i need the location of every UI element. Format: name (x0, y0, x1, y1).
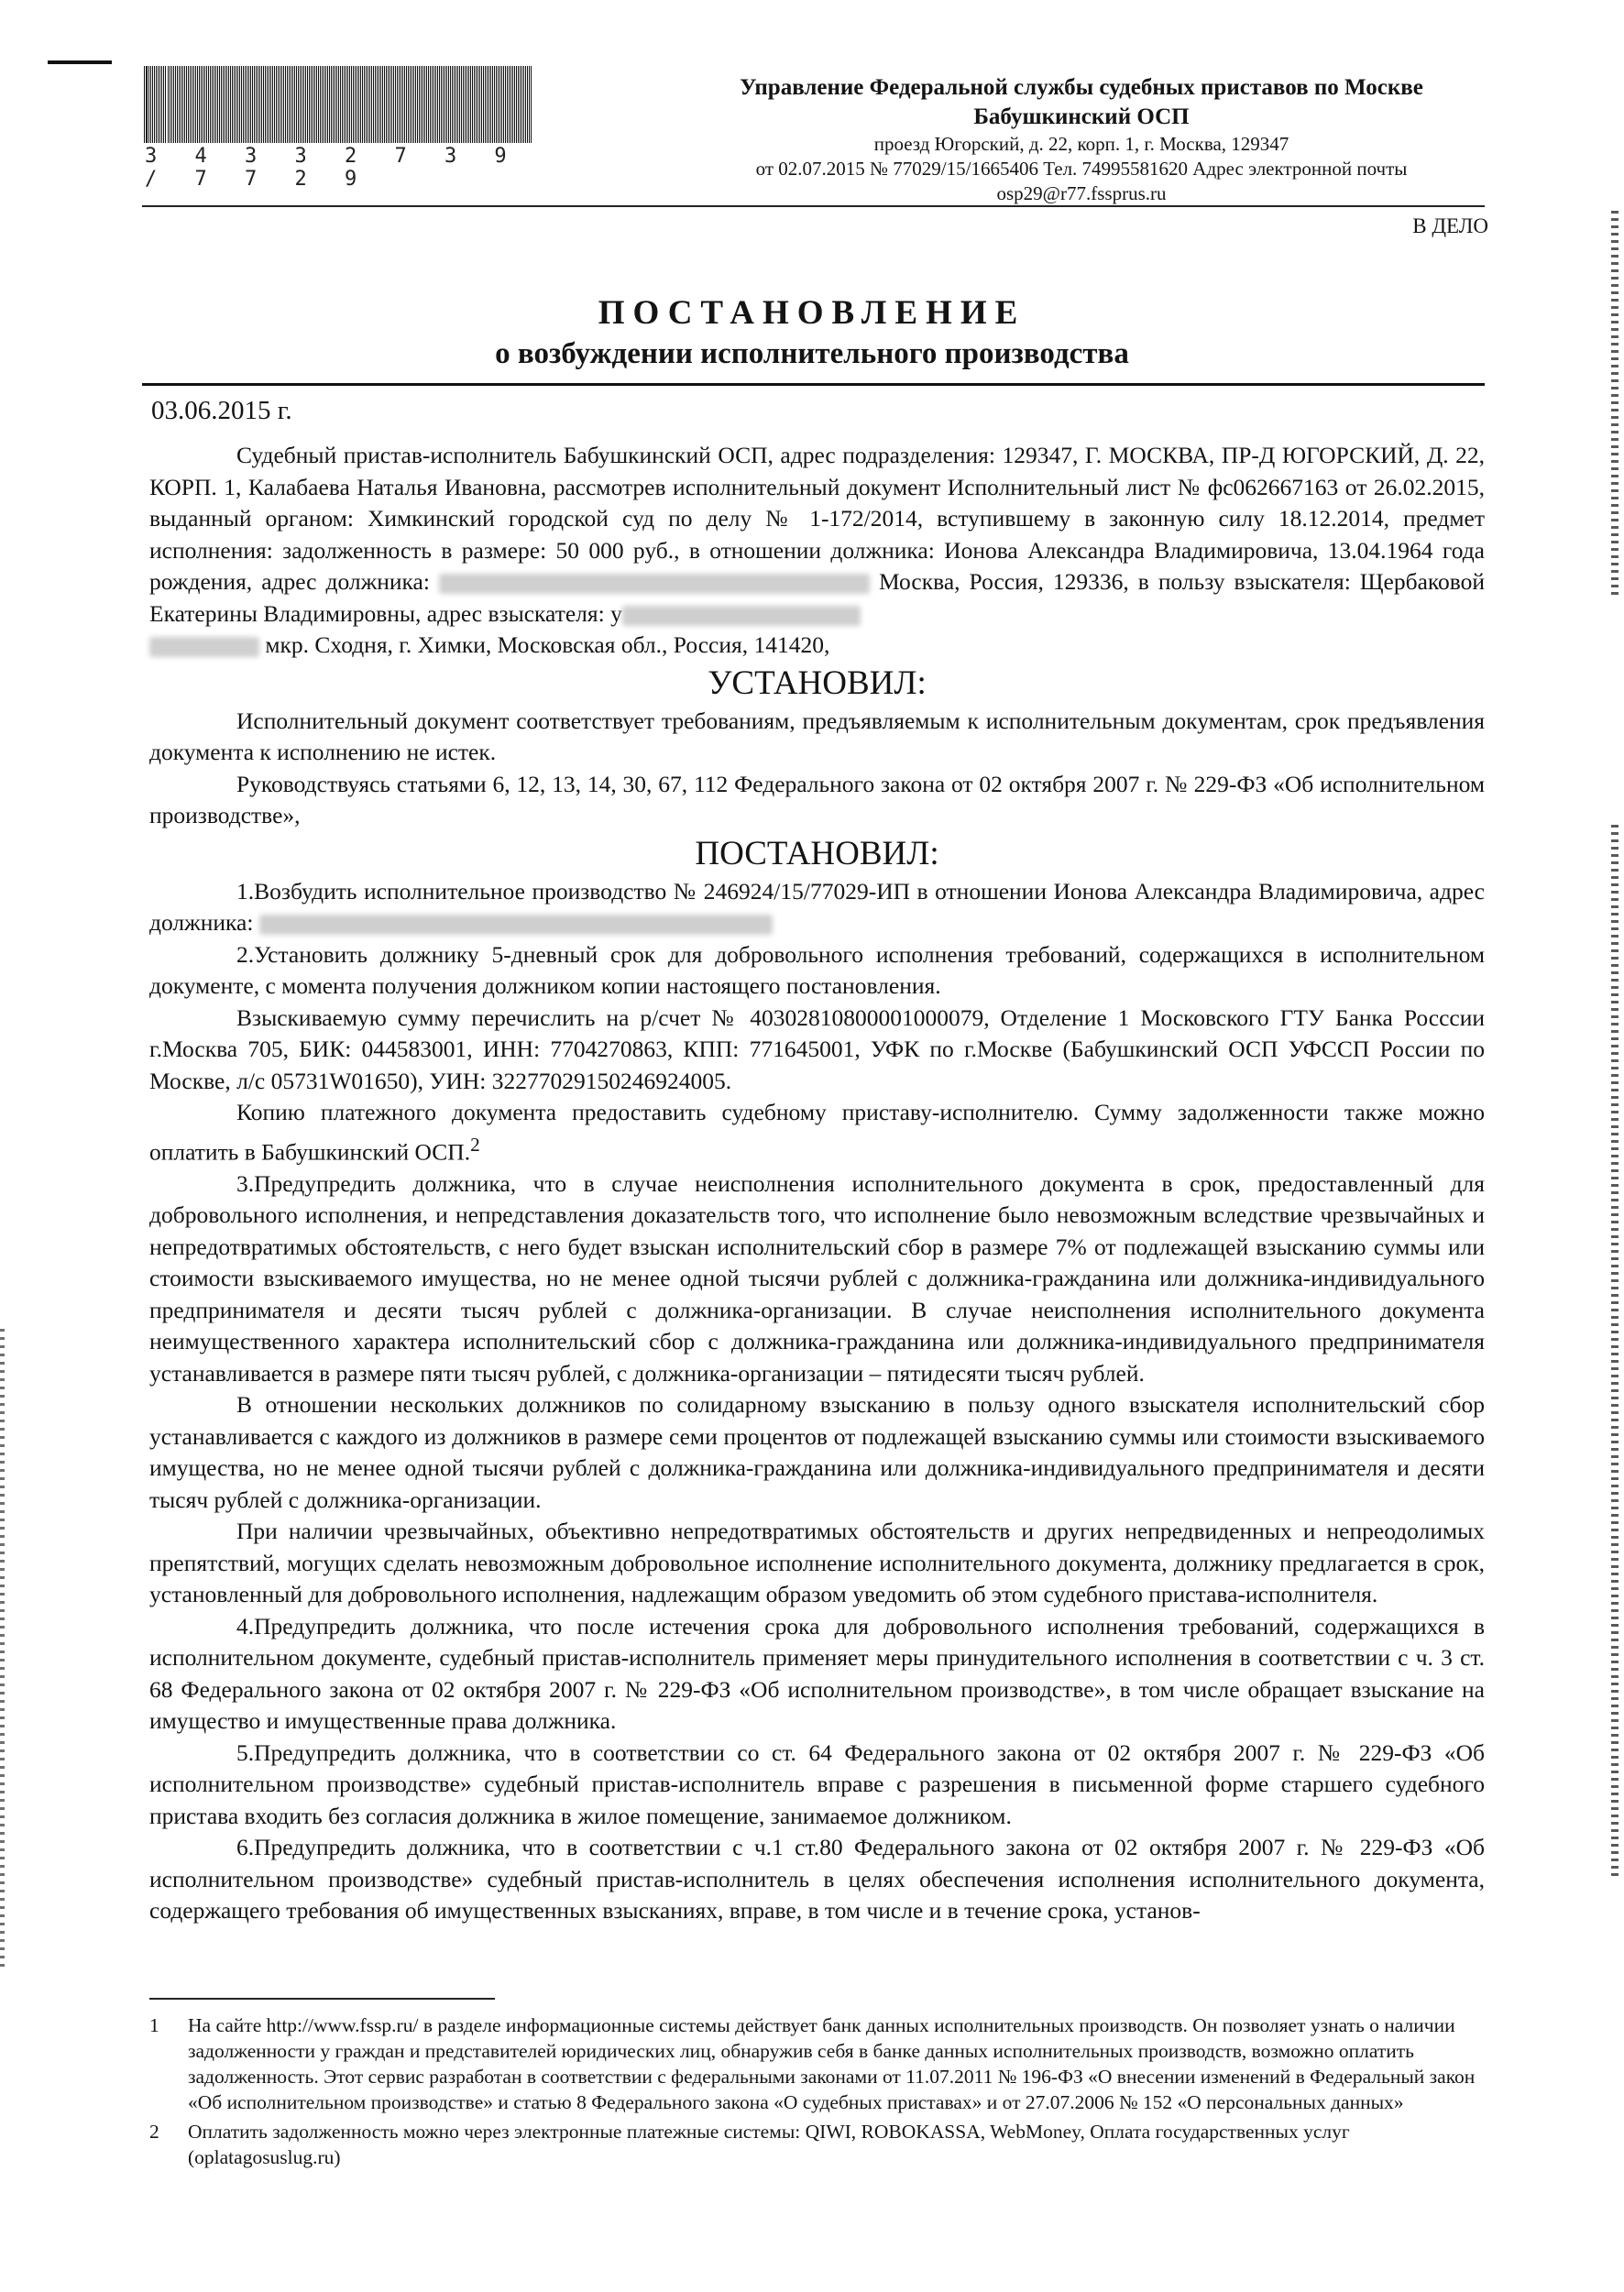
barcode-bar (215, 66, 216, 143)
barcode-bar (256, 66, 257, 143)
barcode-bar (217, 66, 218, 143)
footnote-divider (149, 1998, 495, 2000)
barcode-bar (391, 66, 392, 143)
barcode-bar (261, 66, 262, 143)
barcode-bar (465, 66, 466, 143)
barcode-bar (344, 66, 345, 143)
barcode-bar (450, 66, 451, 143)
barcode-bar (421, 66, 422, 143)
barcode-bar (199, 66, 200, 143)
barcode-bar (188, 66, 189, 143)
barcode-bar (483, 66, 484, 143)
barcode-bar (311, 66, 312, 143)
barcode-bar (439, 66, 440, 143)
barcode-bar (388, 66, 389, 143)
barcode-bar (168, 66, 169, 143)
ruling-item-5: 5.Предупредить должника, что в соответствии со ст. 64 Федерального закона от 02 октября 2007 г. № 229-ФЗ «Об исполнительном производстве» судебный пристав-исполнитель вправе с разрешения в письменной форме старшего судебного пристава входить без согласия должника в жилое помещение, занимаемое должником. (149, 1738, 1485, 1829)
barcode-bar (501, 66, 502, 143)
barcode-bar (285, 66, 286, 143)
v-delo-stamp: В ДЕЛО (1412, 214, 1488, 237)
barcode-bar (358, 66, 359, 143)
barcode-bar (422, 66, 423, 143)
barcode-bar (377, 66, 378, 143)
barcode-bar (404, 66, 405, 143)
barcode-bar (448, 66, 449, 143)
scan-edge-marks (1611, 211, 1619, 596)
barcode-bar (470, 66, 471, 143)
barcode-bar (243, 66, 244, 143)
footnote: 2 Оплатить задолженность можно через электронные платежные системы: QIWI, ROBOKASSA, WebMoney, Оплата государственных услуг (oplatagosuslug.ru) (149, 2121, 1350, 2168)
barcode-bar (322, 66, 323, 143)
barcode-bar (340, 66, 341, 143)
barcode-bar (193, 66, 194, 143)
footnote-ref-2: 2 (470, 1133, 480, 1156)
barcode-bar (373, 66, 374, 143)
barcode-bar (518, 66, 519, 143)
barcode-bar (487, 66, 488, 143)
barcode-bar (201, 66, 202, 143)
barcode-bar (298, 66, 299, 143)
barcode-bar (468, 66, 469, 143)
barcode-bar (190, 66, 191, 143)
barcode-bar (186, 66, 187, 143)
barcode-bar (228, 66, 229, 143)
barcode-bar (527, 66, 528, 143)
barcode-bar (234, 66, 235, 143)
barcode-bar (281, 66, 282, 143)
barcode-bar (265, 66, 266, 143)
barcode-bar (342, 66, 343, 143)
barcode-bar (230, 66, 231, 143)
footnote: 1 На сайте http://www.fssp.ru/ в разделе информационные системы действует банк данных исполнительных производств. Он позволяет узнать о наличии задолженности у граждан и представителей юридических лиц, обнаружив себя в банке данных исполнительных производств, возможно оплатить задолженность. Этот сервис разработан в соответствии с федеральными законами от 11.07.2011 № 196-ФЗ «О внесении изменений в Федеральный закон «Об исполнительном производстве» и статью 8 Федерального закона «О судебных приставах» и от 27.07.2006 № 152 «О персональных данных» (149, 2014, 1476, 2113)
barcode-bar (477, 66, 478, 143)
barcode-bar (351, 66, 352, 143)
barcode-bar (402, 66, 403, 143)
barcode-bar (507, 66, 508, 143)
barcode-bar (494, 66, 495, 143)
barcode-bar (221, 66, 222, 143)
barcode-bar (165, 66, 166, 143)
barcode-bar (294, 66, 295, 143)
barcode-bar (150, 66, 151, 143)
barcode-bar (454, 66, 455, 143)
barcode-bar (163, 66, 164, 143)
heading-postanovil: ПОСТАНОВИЛ: (695, 834, 939, 872)
barcode-bar (474, 66, 475, 143)
ruling-item-3: 3.Предупредить должника, что в случае неисполнения исполнительного документа в срок, предоставленный для добровольного исполнения, и непредставления доказательств того, что исполнение было невозможным вследствие чрезвычайных и непредотвратимых обстоятельств, с него будет взыскан исполнительский сбор в размере 7% от подлежащей взысканию суммы или стоимости взыскиваемого имущества, но не менее одной тысячи рублей с должника-гражданина или должника-индивидуального предпринимателя и десяти тысяч рублей с должника-организации. В случае неисполнения исполнительного документа неимущественного характера исполнительский сбор с должника-гражданина или должника-индивидуального предпринимателя устанавливается в размере пяти тысяч рублей, с должника-организации – пятидесяти тысяч рублей. (149, 1169, 1485, 1387)
barcode-bar (219, 66, 220, 143)
barcode-bar (314, 66, 315, 143)
barcode-bar (395, 66, 396, 143)
barcode-bar (171, 66, 172, 143)
scan-edge-marks (1611, 825, 1619, 1879)
barcode-bar (197, 66, 198, 143)
org-department: Бабушкинский ОСП (973, 104, 1190, 129)
barcode-bar (496, 66, 497, 143)
org-address: проезд Югорский, д. 22, корп. 1, г. Москва, 129347 (873, 133, 1289, 155)
barcode-bar (309, 66, 310, 143)
redacted-debtor-address-2 (259, 915, 773, 935)
barcode-bar (148, 66, 149, 143)
barcode-bar (393, 66, 394, 143)
barcode-bar (419, 66, 420, 143)
barcode-bar (320, 66, 321, 143)
barcode-bar (159, 66, 160, 143)
ruling-item-2: 2.Установить должнику 5-дневный срок для добровольного исполнения требований, содержащихся в исполнительном документе, с момента получения должником копии настоящего постановления. (149, 940, 1485, 999)
barcode-bar (349, 66, 350, 143)
document-subtitle: о возбуждении исполнительного производства (495, 337, 1129, 370)
barcode-bar (525, 66, 526, 143)
barcode-bar (278, 66, 279, 143)
barcode-bar (384, 66, 385, 143)
barcode-bar (287, 66, 288, 143)
barcode-bar (270, 66, 271, 143)
corner-mark (48, 60, 112, 64)
barcode-bar (161, 66, 162, 143)
barcode-bar (333, 66, 334, 143)
barcode-bar (156, 66, 157, 143)
barcode-bar (300, 66, 301, 143)
established-paragraph-2: Руководствуясь статьями 6, 12, 13, 14, 30, 67, 112 Федерального закона от 02 октября 2007 г. № 229-ФЗ «Об исполнительном производстве», (149, 770, 1485, 828)
barcode-bar (455, 66, 456, 143)
barcode-bar (441, 66, 442, 143)
ruling-item-4: 4.Предупредить должника, что после истечения срока для добровольного исполнения требований, содержащихся в исполнительном документе, судебный пристав-исполнитель применяет меры принудительного исполнения в соответствии с ч. 3 ст. 68 Федерального закона от 02 октября 2007 г. № 229-ФЗ «Об исполнительном производстве», в том числе обращает взыскание на имущество и имущественные права должника. (149, 1612, 1485, 1734)
document-body (149, 440, 1485, 1927)
barcode-bar (226, 66, 227, 143)
barcode-bar (353, 66, 354, 143)
barcode-bar (364, 66, 365, 143)
document-title: ПОСТАНОВЛЕНИЕ (598, 294, 1026, 332)
barcode-bar (175, 66, 176, 143)
barcode-bar (179, 66, 180, 143)
footnotes (149, 2012, 1485, 2174)
barcode-bar (355, 66, 356, 143)
barcode-bar (432, 66, 433, 143)
barcode-bar (259, 66, 260, 143)
barcode-bar (498, 66, 499, 143)
scan-edge-marks-left (0, 1329, 5, 1970)
barcode-bar (296, 66, 297, 143)
barcode-bar (210, 66, 211, 143)
barcode-bar (397, 66, 398, 143)
barcode-bar (490, 66, 491, 143)
barcode-bar (371, 66, 372, 143)
barcode-bar (408, 66, 409, 143)
org-email: osp29@r77.fssprus.ru (996, 182, 1167, 204)
barcode-bar (505, 66, 506, 143)
barcode-bar (237, 66, 238, 143)
barcode-bar (289, 66, 290, 143)
barcode-bar (411, 66, 412, 143)
org-name: Управление Федеральной службы судебных приставов по Москве (740, 75, 1423, 100)
barcode-bar (444, 66, 445, 143)
barcode-bar (443, 66, 444, 143)
barcode-bar (305, 66, 306, 143)
title-divider (142, 383, 1485, 386)
barcode-bar (144, 66, 145, 143)
barcode-bar (417, 66, 418, 143)
barcode-bar (195, 66, 196, 143)
barcode-bar (250, 66, 251, 143)
barcode-bar (239, 66, 240, 143)
barcode-bar (479, 66, 480, 143)
barcode-bar (267, 66, 268, 143)
issuer-header (678, 73, 1485, 206)
barcode-bar (184, 66, 185, 143)
barcode-bar (154, 66, 155, 143)
barcode-bar (452, 66, 453, 143)
barcode-bar (232, 66, 233, 143)
intro-paragraph: Судебный пристав-исполнитель Бабушкинский ОСП, адрес подразделения: 129347, Г. МОСКВА, ПР-Д ЮГОРСКИЙ, Д. 22, КОРП. 1, Калабаева Наталья Ивановна, рассмотрев исполнительный документ Исполнительный лист № фс062667163 от 26.02.2015, выданный органом: Химкинский городской суд по делу № 1-172/2014, вступившему в законную силу 18.12.2014, предмет исполнения: задолженность в размере: 50 000 руб., в отношении должника: Ионова Александра Владимировича, 13.04.1964 года рождения, адрес должника: Москва, Россия, 129336, в пользу взыскателя: Щербаковой Екатерины Владимировны, адрес взыскателя: у мкр. Сходня, г. Химки, Московская обл., Россия, 141420, (149, 442, 1485, 658)
barcode (142, 66, 536, 143)
barcode-bar (375, 66, 376, 143)
barcode-bar (173, 66, 174, 143)
barcode-bar (245, 66, 246, 143)
barcode-bar (362, 66, 363, 143)
barcode-bar (254, 66, 255, 143)
barcode-bar (428, 66, 429, 143)
barcode-bar (520, 66, 521, 143)
barcode-bar (276, 66, 277, 143)
barcode-bar (485, 66, 486, 143)
ruling-item-1: 1.Возбудить исполнительное производство № 246924/15/77029-ИП в отношении Ионова Александра Владимировича, адрес должника: (149, 877, 1485, 936)
barcode-bar (177, 66, 178, 143)
barcode-bar (424, 66, 425, 143)
ruling-item-6: 6.Предупредить должника, что в соответствии с ч.1 ст.80 Федерального закона от 02 октября 2007 г. № 229-ФЗ «Об исполнительном производстве» судебный пристав-исполнитель в целях обеспечения исполнения исполнительного документа, содержащего требования об имущественных взысканиях, вправе, в том числе и в течение срока, установ- (149, 1834, 1485, 1924)
redacted-claimant-address (622, 606, 861, 626)
barcode-bar (472, 66, 473, 143)
barcode-bar (338, 66, 339, 143)
barcode-bar (521, 66, 522, 143)
barcode-bar (446, 66, 447, 143)
payment-copy-note: Копию платежного документа предоставить судебному приставу-исполнителю. Сумму задолженности также можно оплатить в Бабушкинский ОСП.$^2$ (149, 1099, 1485, 1165)
barcode-bar (523, 66, 524, 143)
payment-details: Взыскиваемую сумму перечислить на р/счет № 40302810800001000079, Отделение 1 Московского ГТУ Банка Росссии г.Москва 705, БИК: 044583001, ИНН: 7704270863, КПП: 771645001, УФК по г.Москве (Бабушкинский ОСП УФССП России по Москве, л/с 05731W01650), УИН: 32277029150246924005. (149, 1003, 1485, 1094)
barcode-bar (437, 66, 438, 143)
barcode-bar (208, 66, 209, 143)
barcode-bar (512, 66, 513, 143)
barcode-bar (283, 66, 284, 143)
barcode-bar (466, 66, 467, 143)
document-reference: от 02.07.2015 № 77029/15/1665406 Тел. 74995581620 Адрес электронной почты (755, 158, 1408, 180)
barcode-bar (369, 66, 370, 143)
barcode-bar (272, 66, 273, 143)
barcode-bar (303, 66, 304, 143)
redacted-claimant-address-cont (149, 637, 259, 657)
barcode-bar (327, 66, 328, 143)
barcode-bar (212, 66, 213, 143)
barcode-bar (406, 66, 407, 143)
barcode-bar (206, 66, 207, 143)
barcode-bar (516, 66, 517, 143)
barcode-bar (347, 66, 348, 143)
barcode-digits: 3 4 3 3 2 7 3 9 / 7 7 2 9 (145, 145, 520, 191)
barcode-bar (509, 66, 510, 143)
barcode-bar (433, 66, 434, 143)
barcode-bar (476, 66, 477, 143)
barcode-bar (382, 66, 383, 143)
barcode-bar (325, 66, 326, 143)
barcode-bar (329, 66, 330, 143)
barcode-bar (503, 66, 504, 143)
barcode-bar (316, 66, 317, 143)
barcode-bar (366, 66, 367, 143)
barcode-bar (318, 66, 319, 143)
barcode-bar (331, 66, 332, 143)
barcode-bar (399, 66, 400, 143)
barcode-bar (481, 66, 482, 143)
barcode-bar (415, 66, 416, 143)
barcode-bar (360, 66, 361, 143)
barcode-bar (488, 66, 489, 143)
barcode-bar (274, 66, 275, 143)
header-divider (142, 205, 1485, 207)
barcode-bar (499, 66, 500, 143)
redacted-debtor-address (439, 574, 870, 594)
barcode-bar (182, 66, 183, 143)
barcode-bar (461, 66, 462, 143)
barcode-bar (386, 66, 387, 143)
barcode-bar (241, 66, 242, 143)
barcode-bar (492, 66, 493, 143)
barcode-bar (459, 66, 460, 143)
heading-ustanovil: УСТАНОВИЛ: (708, 663, 927, 702)
barcode-bar (152, 66, 153, 143)
barcode-bar (457, 66, 458, 143)
barcode-bar (514, 66, 515, 143)
barcode-bar (252, 66, 253, 143)
barcode-bar (263, 66, 264, 143)
barcode-bar (292, 66, 293, 143)
barcode-bar (248, 66, 249, 143)
barcode-bar (430, 66, 431, 143)
barcode-bar (410, 66, 411, 143)
ruling-item-3-joint: В отношении нескольких должников по солидарному взысканию в пользу одного взыскателя исполнительский сбор устанавливается с каждого из должников в размере семи процентов от подлежащей взысканию суммы или стоимости взыскиваемого имущества, но не менее одной тысячи рублей с должника-гражданина или должника-индивидуального предпринимателя и десяти тысяч рублей с должника-организации. (149, 1391, 1485, 1513)
ruling-item-3-force-majeure: При наличии чрезвычайных, объективно непредотвратимых обстоятельств и других непредвиденных и непреодолимых препятствий, могущих сделать невозможным добровольное исполнение исполнительного документа, должнику предлагается в срок, установленный для добровольного исполнения, надлежащим образом уведомить об этом судебного пристава-исполнителя. (149, 1518, 1485, 1607)
barcode-bar (531, 66, 532, 143)
barcode-bar (336, 66, 337, 143)
barcode-bar (307, 66, 308, 143)
barcode-bar (435, 66, 436, 143)
barcode-bar (413, 66, 414, 143)
barcode-bar (380, 66, 381, 143)
document-date: 03.06.2015 г. (151, 396, 292, 425)
established-paragraph-1: Исполнительный документ соответствует требованиям, предъявляемым к исполнительным документам, срок предъявления документа к исполнению не истек. (149, 707, 1485, 765)
barcode-bar (510, 66, 511, 143)
barcode-bar (223, 66, 224, 143)
barcode-bar (146, 66, 148, 143)
barcode-bar (463, 66, 464, 143)
barcode-bar (529, 66, 530, 143)
barcode-bar (204, 66, 205, 143)
barcode-bar (426, 66, 427, 143)
barcode-bar (158, 66, 159, 143)
